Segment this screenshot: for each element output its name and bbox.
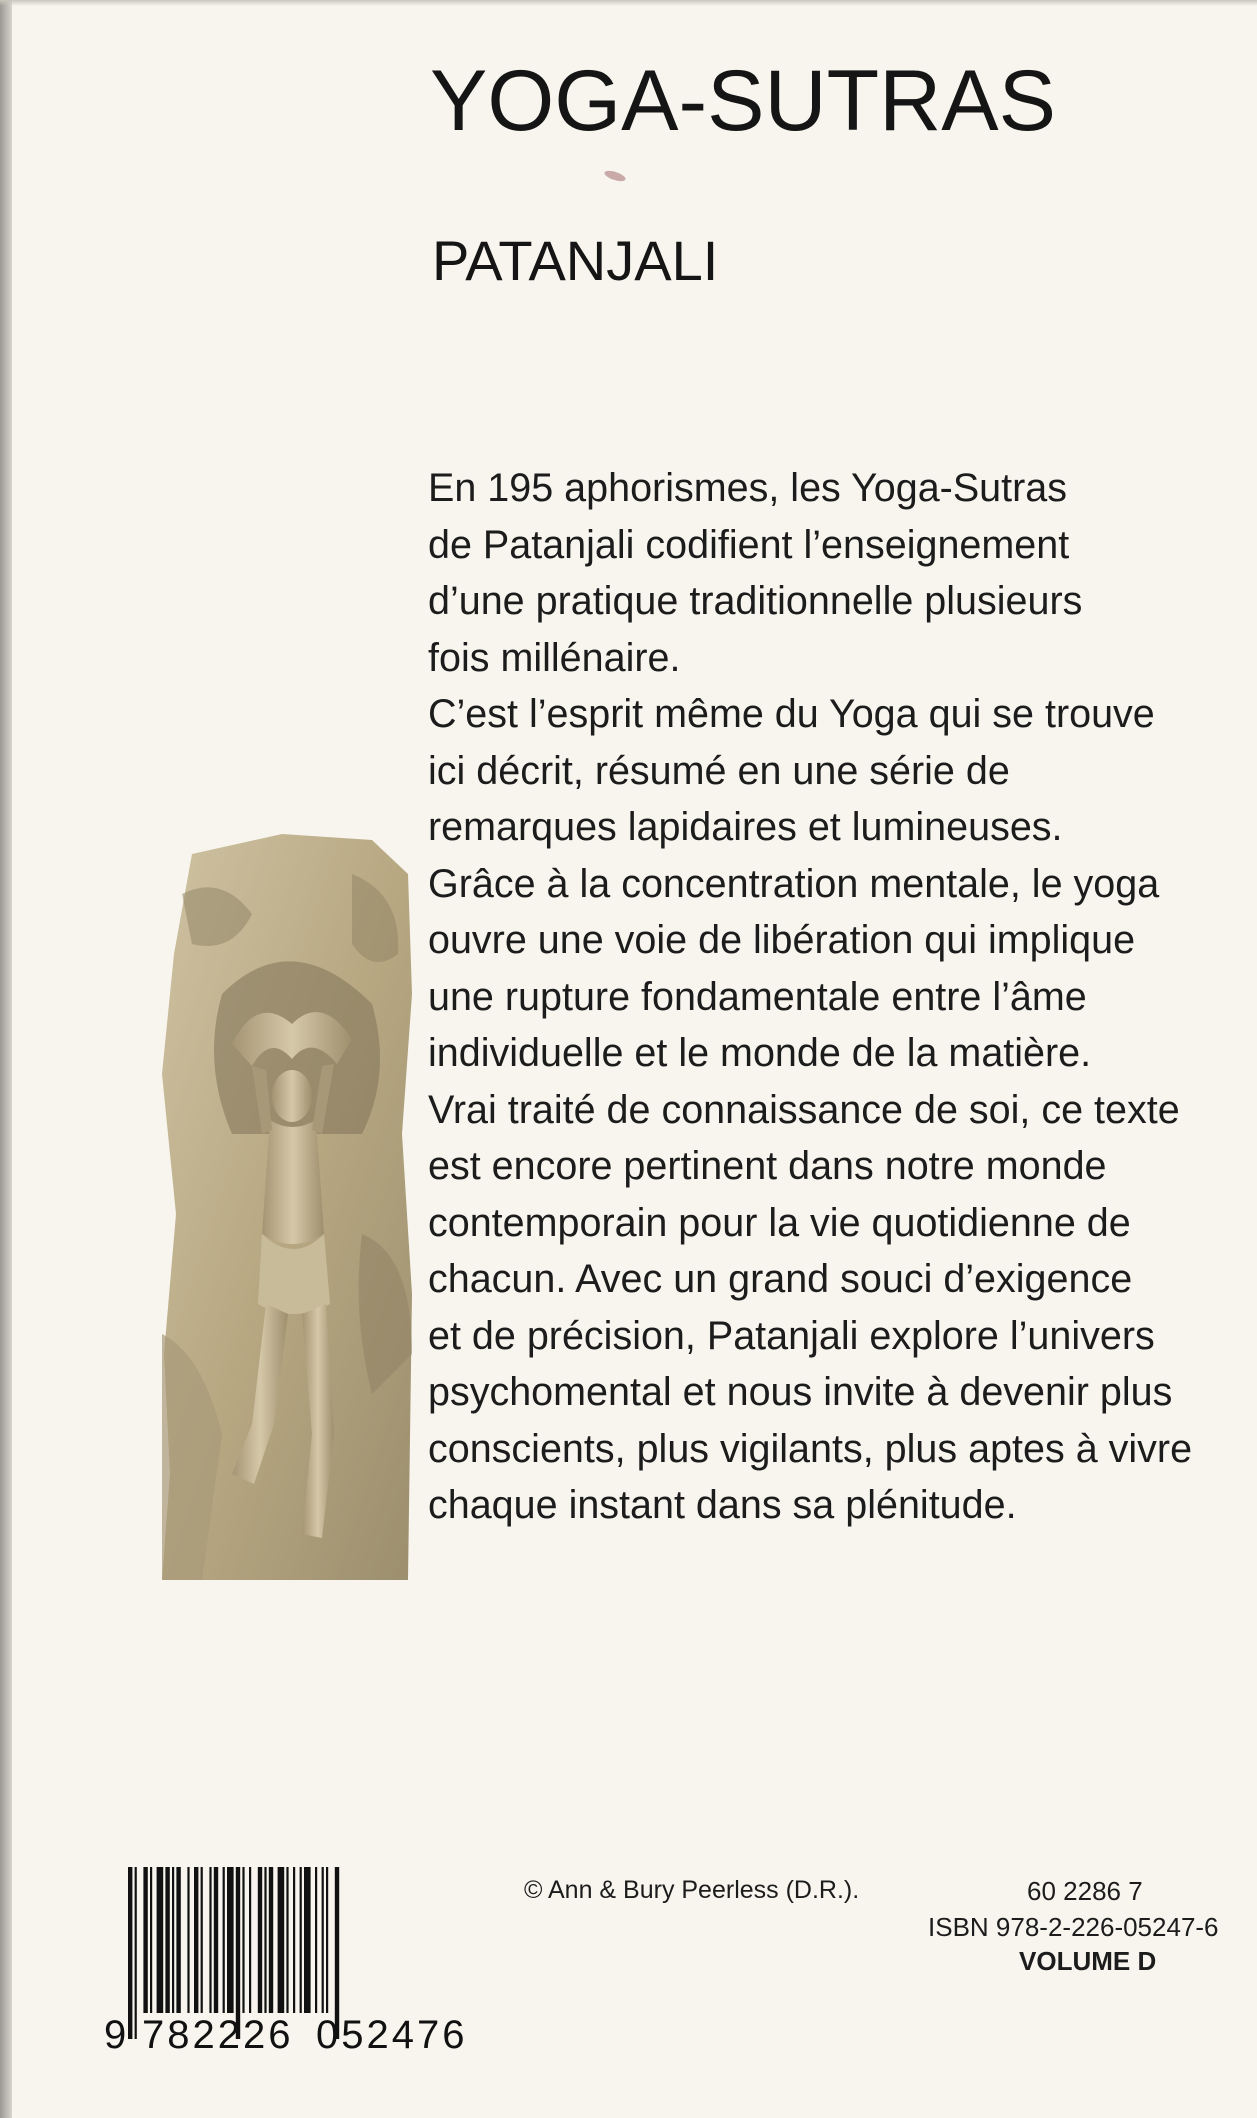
blurb-line: une rupture fondamentale entre l’âme	[428, 974, 1087, 1019]
stone-relief-sculpture-image	[162, 834, 412, 1580]
barcode-digits	[104, 2013, 494, 2063]
blurb-line: chaque instant dans sa plénitude.	[428, 1483, 1017, 1527]
barcode-bar	[227, 1867, 234, 2013]
book-title: YOGA-SUTRAS	[430, 53, 1056, 149]
barcode-bar	[269, 1867, 273, 2013]
blurb-line: individuelle et le monde de la matière.	[428, 1031, 1092, 1075]
barcode-bar	[187, 1867, 189, 2013]
blurb-line: En 195 aphorismes, les Yoga-Sutras	[428, 466, 1067, 510]
barcode-bar	[264, 1867, 266, 2013]
barcode-digit-lead: 9	[104, 2013, 127, 2057]
barcode-bar	[278, 1867, 285, 2013]
photo-credit: © Ann & Bury Peerless (D.R.).	[524, 1876, 860, 1904]
blurb-line: conscients, plus vigilants, plus aptes à vivre	[428, 1426, 1193, 1471]
barcode-bar	[249, 1867, 251, 2013]
blurb-line: chacun. Avec un grand souci d’exigence	[428, 1257, 1133, 1301]
top-edge-shadow	[0, 0, 1257, 6]
blurb-line: ouvre une voie de libération qui implique	[428, 918, 1136, 962]
barcode-bar	[326, 1867, 328, 2013]
volume-label: VOLUME D	[1019, 1946, 1157, 1976]
blurb-line: contemporain pour la vie quotidienne de	[428, 1200, 1131, 1245]
barcode-bar	[157, 1867, 164, 2013]
barcode-bar	[258, 1867, 262, 2013]
blurb-line: C’est l’esprit même du Yoga qui se trouve	[428, 692, 1155, 736]
barcode-bar	[194, 1867, 198, 2013]
barcode-bar	[209, 1867, 211, 2013]
blurb-line: d’une pratique traditionnelle plusieurs	[428, 579, 1083, 623]
blurb-line: psychomental et nous invite à devenir plus	[428, 1370, 1173, 1414]
blurb-line: ici décrit, résumé en une série de	[428, 748, 1010, 793]
barcode-bar	[242, 1867, 244, 2013]
blurb-line: et de précision, Patanjali explore l’univers	[428, 1313, 1155, 1358]
isbn-number: ISBN 978-2-226-05247-6	[928, 1912, 1219, 1942]
barcode-bar	[150, 1867, 152, 2013]
barcode-bar	[315, 1867, 317, 2013]
barcode-bar	[165, 1867, 169, 2013]
barcode-digits-left: 782226	[142, 2013, 294, 2057]
book-author: PATANJALI	[432, 229, 719, 292]
barcode-bar	[223, 1867, 225, 2013]
ink-mark	[603, 169, 626, 183]
barcode-digits-right: 052476	[316, 2013, 468, 2057]
barcode-bar	[293, 1867, 295, 2013]
barcode-bar	[176, 1867, 180, 2013]
barcode-bar	[214, 1867, 218, 2013]
barcode-bar	[143, 1867, 147, 2013]
barcode-bar	[172, 1867, 174, 2013]
barcode-bar	[201, 1867, 203, 2013]
blurb-line: Grâce à la concentration mentale, le yoga	[428, 861, 1160, 906]
blurb-line: est encore pertinent dans notre monde	[428, 1144, 1107, 1188]
barcode-bar	[304, 1867, 311, 2013]
blurb-line: remarques lapidaires et lumineuses.	[428, 805, 1063, 849]
barcode-bar	[322, 1867, 324, 2013]
book-spine-edge	[0, 0, 12, 2118]
blurb-line: fois millénaire.	[428, 635, 681, 680]
barcode-bar	[286, 1867, 288, 2013]
blurb-line: Vrai traité de connaissance de soi, ce texte	[428, 1087, 1180, 1132]
blurb-line: de Patanjali codifient l’enseignement	[428, 522, 1070, 567]
back-cover-blurb	[428, 460, 1248, 1534]
product-code: 60 2286 7	[1027, 1876, 1143, 1906]
barcode-bar	[300, 1867, 302, 2013]
